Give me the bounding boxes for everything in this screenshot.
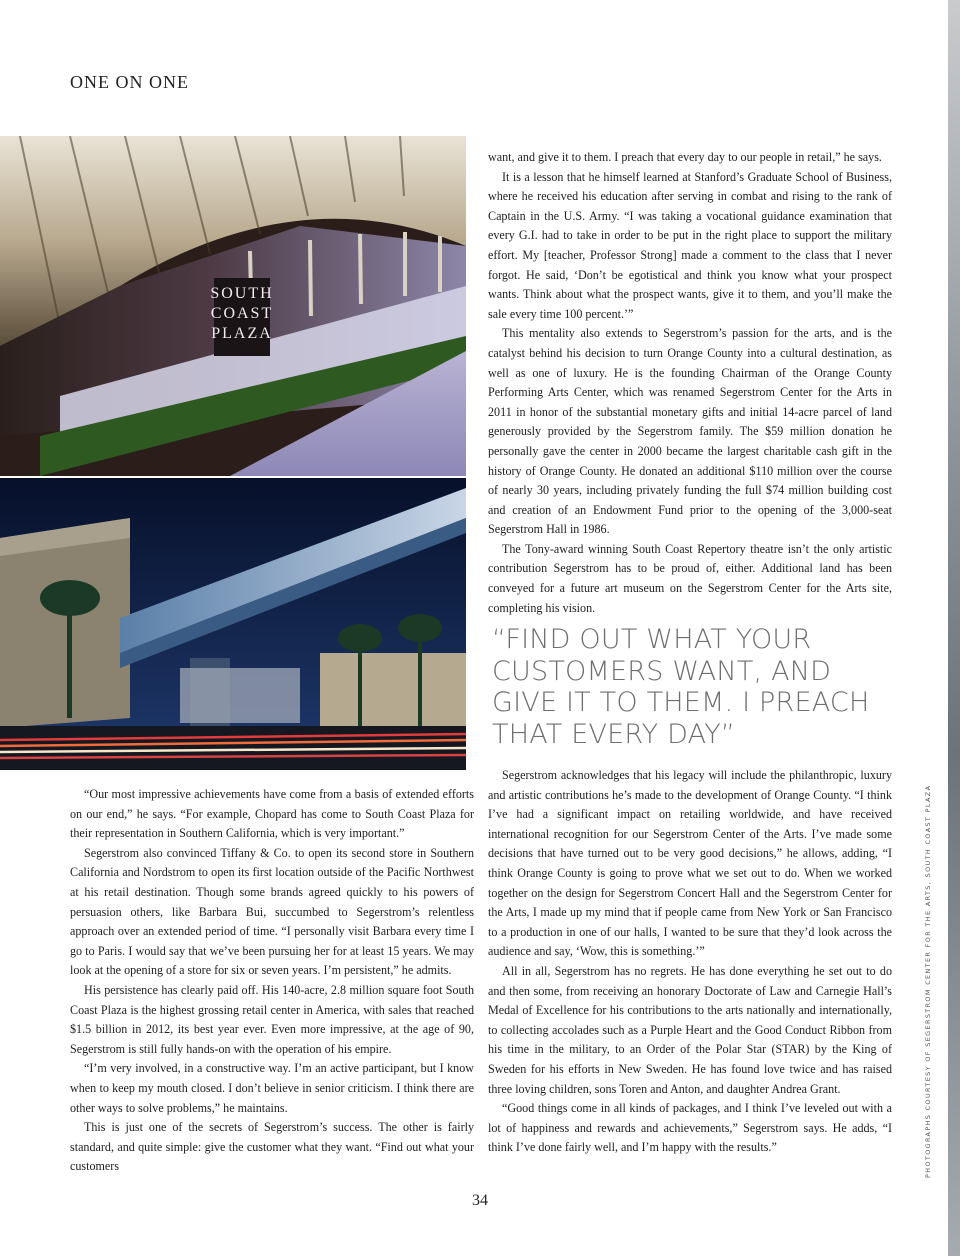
bridge-night-photo (0, 478, 466, 770)
paragraph: The Tony-award winning South Coast Repertory theatre isn’t the only artistic contribution Segerstrom has to be proud of, either. Additional land has been conveyed for a future art museum on the Segerstrom Center for the Arts site, completing his vision. (488, 541, 892, 615)
sign-line-1: SOUTH (210, 285, 274, 302)
paragraph: “Our most impressive achievements have come from a basis of extended efforts on our end,” he says. “For example, Chopard has come to South Coast Plaza for their representation in Southern California, which is very important.” (70, 787, 474, 841)
walkway-photo (0, 136, 466, 476)
paragraph: All in all, Segerstrom has no regrets. He has done everything he set out to do and then some, from receiving an honorary Doctorate of Law and Carnegie Hall’s Medal of Excellence for his contributions to the arts nationally and internationally, to collecting accolades such as a Purple Heart and the Good Conduct Ribbon from his time in the military, to an Order of the Polar Star (STAR) by the King of Sweden for his efforts in New Sweden. He has found love twice and has raised three loving children, sons Toren and Anton, and daughter Andrea Grant. (488, 963, 892, 1096)
article-column-left-bottom (70, 785, 474, 1177)
paragraph: “I’m very involved, in a constructive way. I’m an active participant, but I know when to keep my mouth closed. I don’t believe in senior criticism. I think there are other ways to solve problems,” he maintains. (70, 1061, 474, 1115)
page-number: 34 (472, 1192, 488, 1209)
pull-quote: “FIND OUT WHAT YOUR CUSTOMERS WANT, AND GIVE IT TO THEM. I PREACH THAT EVERY DAY” (492, 624, 870, 750)
paragraph: This is just one of the secrets of Segerstrom’s success. The other is fairly standard, and quite simple: give the customer what they want. “Find out what your customers (70, 1120, 474, 1174)
adjacent-page-edge (948, 0, 960, 1256)
paragraph: Segerstrom acknowledges that his legacy will include the philanthropic, luxury and artistic contributions he’s made to the development of Orange County. “I think I’ve had a significant impact on retailing worldwide, and have received international recognition for our Segerstrom Center of the Arts. I’ve made some decisions that have turned out to be very good decisions,” he allows, adding, “I think Orange County is going to prove what we set out to do. When we worked together on the design for Segerstrom Concert Hall and the Segerstrom Center for the Arts, I made up my mind that if people came from New York or San Francisco to a production in one of our halls, I wanted to be sure that they’d look across the audience and say, ‘Wow, this is something.’” (488, 768, 892, 959)
paragraph: “Good things come in all kinds of packages, and I think I’ve leveled out with a lot of happiness and rewards and achievements,” Segerstrom says. He adds, “I think I’ve done fairly well, and I’m happy with the results.” (488, 1101, 892, 1155)
sign-line-2: COAST (210, 305, 274, 322)
article-column-right-top (488, 148, 892, 618)
article-column-right-bottom (488, 766, 892, 1158)
section-label: ONE ON ONE (70, 72, 189, 92)
paragraph: want, and give it to them. I preach that every day to our people in retail,” he says. (488, 150, 882, 164)
sign-line-3: PLAZA (211, 325, 273, 342)
paragraph: Segerstrom also convinced Tiffany & Co. to open its second store in Southern California and Nordstrom to open its first location outside of the Pacific Northwest at his retail destination. Though some brands agreed quickly to his powers of persuasion others, like Barbara Bui, succumbed to Segerstrom’s relentless approach over an extended period of time. “I personally visit Barbara every time I go to Paris. I would say that we’ve been pursuing her for at least 15 years. We may look at the opening of a store for six or seven years. I’m persistent,” he admits. (70, 845, 474, 978)
paragraph: It is a lesson that he himself learned at Stanford’s Graduate School of Business, where he received his education after serving in combat and rising to the rank of Captain in the U.S. Army. “I was taking a vocational guidance examination that every G.I. had to take in order to be put in the right place to support the military effort. My [teacher, Professor Strong] made a comment to the class that I never forgot. He said, ‘Don’t be egotistical and think you know what your prospect wants. Think about what the prospect wants, give it to them, and you’ll make the sale every time 100 percent.’” (488, 169, 892, 321)
photo-credit: PHOTOGRAPHS COURTESY OF SEGERSTROM CENTER FOR THE ARTS, SOUTH COAST PLAZA (924, 784, 932, 1178)
paragraph: This mentality also extends to Segerstrom’s passion for the arts, and is the catalyst behind his decision to turn Orange County into a cultural destination, as well as one of luxury. He is the founding Chairman of the Orange County Performing Arts Center, which was renamed Segerstrom Center for the Arts in 2011 in honor of the substantial monetary gifts and initial 14-acre parcel of land generously provided by the Segerstrom family. The $59 million donation he personally gave the center in 2000 became the largest charitable cash gift in the history of Orange County. He donated an additional $110 million over the course of nearly 30 years, including privately funding the full $74 million building cost and creation of an Endowment Fund prior to the opening of the 3,000-seat Segerstrom Hall in 1986. (488, 326, 892, 537)
paragraph: His persistence has clearly paid off. His 140-acre, 2.8 million square foot South Coast Plaza is the highest grossing retail center in America, with sales that reached $1.5 billion in 2012, its best year ever. Even more impressive, at the age of 90, Segerstrom is still fully hands-on with the operation of his empire. (70, 982, 474, 1056)
